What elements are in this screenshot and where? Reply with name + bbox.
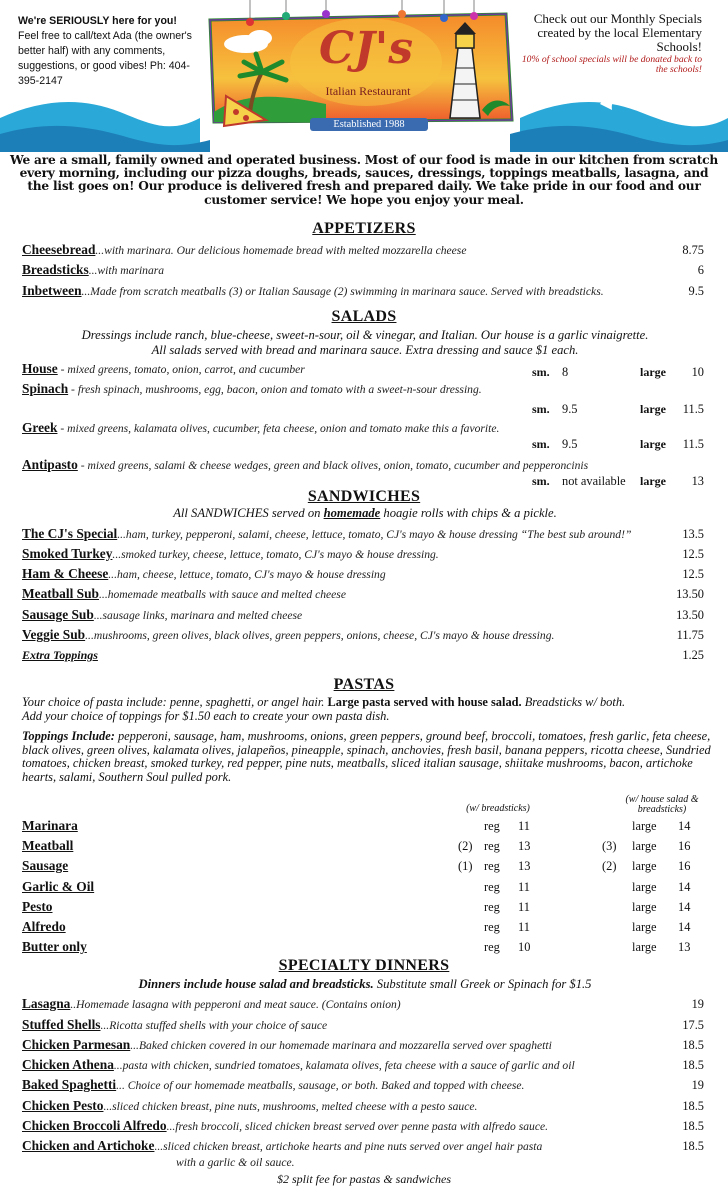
large-price: 16 (678, 859, 691, 873)
item-name: Sausage Sub (22, 607, 94, 622)
item-name: Garlic & Oil (22, 879, 95, 894)
reg-price: 11 (518, 900, 530, 914)
pasta-item (22, 898, 712, 916)
reg-label: reg (484, 839, 500, 853)
dinners-note (20, 977, 710, 991)
item-price: 18.5 (682, 1119, 704, 1133)
item-price: 13.50 (676, 608, 704, 622)
item-name: Meatball (22, 838, 74, 853)
item-price: 18.5 (682, 1038, 704, 1052)
pastas-heading-text: PASTAS (333, 676, 395, 693)
reg-label: reg (484, 900, 500, 914)
item-description: ... Choice of our homemade meatballs, sausage, or both. Baked and topped with cheese. (116, 1079, 525, 1092)
large-label: large (632, 920, 657, 934)
item-description: ...fresh broccoli, sliced chicken breast served over penne pasta with alfredo sauce. (166, 1120, 549, 1133)
school-donation-note: 10% of school specials will be donated back to the schools! (521, 54, 702, 75)
item-description-continued: with a garlic & oil sauce. (176, 1156, 295, 1169)
pasta-item (22, 878, 712, 896)
reg-price: 11 (518, 920, 530, 934)
sandwich-item (22, 585, 712, 603)
item-name: Chicken Broccoli Alfredo (22, 1118, 167, 1133)
pastas-toppings-list: pepperoni, sausage, ham, mushrooms, onions, green peppers, ground beef, broccoli, tomatoes, fresh garlic, feta cheese, black olives, green olives, kalamata olives, jalapeños, pineapple, spinach, anchovies, fresh basil, banana peppers, ricotta cheese, Sundried tomatoes, chicken breast, smoked turkey, red pepper, pine nuts, meatballs, sliced italian sausage, shiitake mushrooms, bacon, artichoke hearts, salami, Southern Soul pulled pork. (22, 729, 711, 784)
item-description: ..Homemade lasagna with pepperoni and meat sauce. (Contains onion) (70, 998, 401, 1011)
large-label: large (632, 900, 657, 914)
reg-price: 10 (518, 940, 531, 954)
item-description: ...Ricotta stuffed shells with your choice of sauce (100, 1019, 328, 1032)
item-description: ...pasta with chicken, sundried tomatoes, kalamata olives, feta cheese with a sauce of garlic and oil (113, 1059, 575, 1072)
item-description: ...with marinara (88, 264, 165, 277)
reg-quantity: (2) (458, 839, 473, 853)
small-price: 9.5 (562, 402, 578, 416)
large-price: 13 (691, 474, 704, 488)
school-specials-note (520, 12, 702, 75)
dinners-substitute-text: Substitute small Greek or Spinach for $1.5 (373, 977, 592, 991)
reg-price: 13 (518, 839, 531, 853)
pastas-toppings-price-text: Add your choice of toppings for $1.50 each to create your own pasta dish. (22, 708, 390, 723)
pasta-item (22, 817, 712, 835)
sandwiches-note-part-a: All SANDWICHES served on (173, 506, 324, 520)
intro-paragraph: We are a small, family owned and operated business. Most of our food is made in our kitchen from scratch every morning, including our pizza doughs, breads, sauces, dressings, toppings meatballs, lasagna, and the list goes on! Our produce is delivered fresh and prepared daily. We take pride in our food and our customer service! We hope you enjoy your meal. (9, 153, 719, 207)
item-name: Chicken and Artichoke (22, 1138, 155, 1153)
large-label: large (632, 819, 657, 833)
reg-label: reg (484, 940, 500, 954)
dinner-item (22, 1016, 712, 1034)
large-price: 11.5 (682, 437, 704, 451)
item-price: 6 (697, 263, 704, 277)
item-name: Chicken Pesto (22, 1098, 104, 1113)
sandwiches-note-homemade: homemade (323, 506, 381, 520)
sandwiches-note (20, 506, 710, 520)
item-description: ...smoked turkey, cheese, lettuce, tomato, CJ's mayo & house dressing. (112, 548, 439, 561)
salads-heading-text: SALADS (331, 308, 397, 325)
item-name: Antipasto (22, 457, 78, 472)
salads-heading (0, 308, 728, 326)
item-price: 17.5 (682, 1018, 704, 1032)
large-price: 13 (678, 940, 691, 954)
appetizer-item (22, 261, 712, 279)
item-price: 13.50 (676, 587, 704, 601)
logo-subtitle: Italian Restaurant (325, 84, 411, 98)
large-quantity: (3) (602, 839, 617, 853)
dinner-item (22, 1076, 712, 1094)
item-price: 19 (691, 997, 704, 1011)
pastas-toppings (22, 730, 712, 784)
owner-note-title: We're SERIOUSLY here for you! (18, 15, 177, 27)
pastas-toppings-label: Toppings Include: (22, 729, 115, 743)
pastas-intro (22, 696, 712, 723)
item-price: 18.5 (682, 1058, 704, 1072)
small-price: 8 (562, 365, 569, 379)
item-price: 9.5 (688, 284, 704, 298)
dinner-item-continued (176, 1153, 576, 1171)
item-name: Chicken Athena (22, 1057, 114, 1072)
sandwiches-note-part-c: hoagie rolls with chips & a pickle. (380, 506, 557, 520)
item-description: ...sliced chicken breast, artichoke hearts and pine nuts served over angel hair pasta (154, 1140, 543, 1153)
salads-dressings-note: Dressings include ranch, blue-cheese, sweet-n-sour, oil & vinegar, and Italian. Our house is a garlic vinaigrette. (81, 328, 649, 342)
item-description: ...with marinara. Our delicious homemade bread with melted mozzarella cheese (95, 244, 467, 257)
item-name: Extra Toppings (22, 648, 98, 662)
restaurant-logo (206, 0, 520, 150)
large-label: large (640, 437, 666, 451)
small-label: sm. (532, 474, 550, 488)
large-label: large (632, 839, 657, 853)
large-price: 10 (691, 365, 704, 379)
logo-established: Established 1988 (310, 118, 428, 131)
appetizer-item (22, 282, 712, 300)
school-specials-title: Check out our Monthly Specials created by the local Elementary Schools! (533, 11, 702, 54)
sandwich-item (22, 606, 712, 624)
sandwiches-heading-text: SANDWICHES (307, 488, 421, 505)
pasta-item (22, 857, 712, 875)
item-name: Smoked Turkey (22, 546, 113, 561)
item-description: ...Made from scratch meatballs (3) or Italian Sausage (2) swimming in marinara sauce. Served with breadsticks. (81, 285, 604, 298)
pastas-heading (0, 676, 728, 694)
split-fee-note: $2 split fee for pastas & sandwiches (277, 1172, 451, 1186)
reg-label: reg (484, 920, 500, 934)
item-name: Stuffed Shells (22, 1017, 101, 1032)
item-price: 13.5 (682, 527, 704, 541)
item-name: Cheesebread (22, 242, 96, 257)
item-name: House (22, 361, 58, 376)
sandwich-item (22, 545, 712, 563)
salad-sizes (22, 400, 712, 418)
appetizers-heading (0, 220, 728, 238)
item-price: 1.25 (682, 648, 704, 662)
large-price: 14 (678, 900, 691, 914)
item-name: Greek (22, 420, 58, 435)
reg-price: 11 (518, 880, 530, 894)
reg-price: 13 (518, 859, 531, 873)
pasta-item (22, 938, 712, 956)
item-description: ...sliced chicken breast, pine nuts, mushrooms, melted cheese with a pesto sauce. (103, 1100, 478, 1113)
large-label: large (632, 940, 657, 954)
item-price: 8.75 (682, 243, 704, 257)
reg-price: 11 (518, 819, 530, 833)
item-name: Baked Spaghetti (22, 1077, 117, 1092)
item-price: 12.5 (682, 547, 704, 561)
logo-name: CJ's (318, 23, 414, 74)
item-price: 19 (691, 1078, 704, 1092)
item-name: Sausage (22, 858, 69, 873)
item-name: The CJ's Special (22, 526, 118, 541)
sandwich-item (22, 565, 712, 583)
item-price: 12.5 (682, 567, 704, 581)
dinner-item (22, 1036, 712, 1054)
salad-sizes (22, 435, 712, 453)
item-description: ...mushrooms, green olives, black olives, green peppers, onions, cheese, CJ's mayo & house dressing. (85, 629, 555, 642)
item-name: Lasagna (22, 996, 71, 1011)
pastas-large-column-header: (w/ house salad & breadsticks) (625, 794, 699, 815)
dinners-heading (0, 957, 728, 975)
sandwiches-heading (0, 488, 728, 506)
small-label: sm. (532, 365, 550, 379)
appetizer-item (22, 241, 712, 259)
sandwich-item (22, 525, 712, 543)
item-description: ...ham, turkey, pepperoni, salami, cheese, lettuce, tomato, CJ's mayo & house dressing “The best sub around!” (117, 528, 632, 541)
item-price: 18.5 (682, 1139, 704, 1153)
dinner-item (22, 995, 712, 1013)
item-name: Marinara (22, 818, 78, 833)
large-price: 14 (678, 920, 691, 934)
item-name: Alfredo (22, 919, 66, 934)
item-name: Inbetween (22, 283, 82, 298)
large-price: 11.5 (682, 402, 704, 416)
salad-sizes (22, 363, 712, 381)
item-description: ...Baked chicken covered in our homemade marinara and mozzarella served over spaghetti (130, 1039, 552, 1052)
small-price: not available (562, 474, 626, 488)
item-name: Ham & Cheese (22, 566, 109, 581)
small-price: 9.5 (562, 437, 578, 451)
pastas-breadsticks-text: Breadsticks w/ both. (521, 695, 626, 709)
reg-quantity: (1) (458, 859, 473, 873)
large-price: 16 (678, 839, 691, 853)
dinner-item (22, 1117, 712, 1135)
dinners-heading-text: SPECIALTY DINNERS (278, 957, 450, 974)
salads-served-note: All salads served with bread and marinara sauce. Extra dressing and sauce $1 each. (151, 343, 579, 357)
reg-label: reg (484, 880, 500, 894)
pasta-item (22, 837, 712, 855)
item-price: 11.75 (676, 628, 704, 642)
small-label: sm. (532, 437, 550, 451)
item-description: ...ham, cheese, lettuce, tomato, CJ's mayo & house dressing (108, 568, 386, 581)
item-description: ...sausage links, marinara and melted cheese (93, 609, 303, 622)
item-name: Pesto (22, 899, 53, 914)
item-description: - mixed greens, kalamata olives, cucumber, feta cheese, onion and tomato make this a favorite. (57, 422, 500, 435)
item-name: Breadsticks (22, 262, 89, 277)
reg-label: reg (484, 819, 500, 833)
pastas-choice-text: Your choice of pasta include: penne, spaghetti, or angel hair. (22, 695, 328, 709)
item-name: Spinach (22, 381, 69, 396)
item-description: - mixed greens, salami & cheese wedges, green and black olives, onion, tomato, cucumber and pepperoncinis (77, 459, 589, 472)
pastas-reg-column-header: (w/ breadsticks) (466, 803, 530, 814)
large-label: large (640, 474, 666, 488)
owner-note-body: Feel free to call/text Ada (the owner's better half) with any comments, suggestions, or good vibes! Ph: 404-395-2147 (18, 30, 192, 87)
item-description: ...homemade meatballs with sauce and melted cheese (99, 588, 346, 601)
reg-label: reg (484, 859, 500, 873)
appetizers-heading-text: APPETIZERS (312, 220, 416, 237)
item-description: - fresh spinach, mushrooms, egg, bacon, onion and tomato with a sweet-n-sour dressing. (68, 383, 482, 396)
dinners-include-text: Dinners include house salad and breadsticks. (138, 977, 374, 991)
large-label: large (640, 365, 666, 379)
item-price: 18.5 (682, 1099, 704, 1113)
large-label: large (640, 402, 666, 416)
dinner-item (22, 1056, 712, 1074)
sandwich-item (22, 646, 712, 664)
pasta-item (22, 918, 712, 936)
large-price: 14 (678, 819, 691, 833)
pastas-large-salad-text: Large pasta served with house salad. (327, 695, 522, 709)
dinner-item (22, 1097, 712, 1115)
item-name: Chicken Parmesan (22, 1037, 131, 1052)
large-label: large (632, 880, 657, 894)
item-name: Butter only (22, 939, 87, 954)
item-description: - mixed greens, tomato, onion, carrot, and cucumber (57, 363, 305, 376)
item-name: Meatball Sub (22, 586, 100, 601)
small-label: sm. (532, 402, 550, 416)
menu-header (0, 0, 728, 152)
large-quantity: (2) (602, 859, 617, 873)
item-name: Veggie Sub (22, 627, 86, 642)
large-price: 14 (678, 880, 691, 894)
large-label: large (632, 859, 657, 873)
sandwich-item (22, 626, 712, 644)
owner-contact-note (18, 14, 206, 89)
salad-item (22, 380, 712, 398)
